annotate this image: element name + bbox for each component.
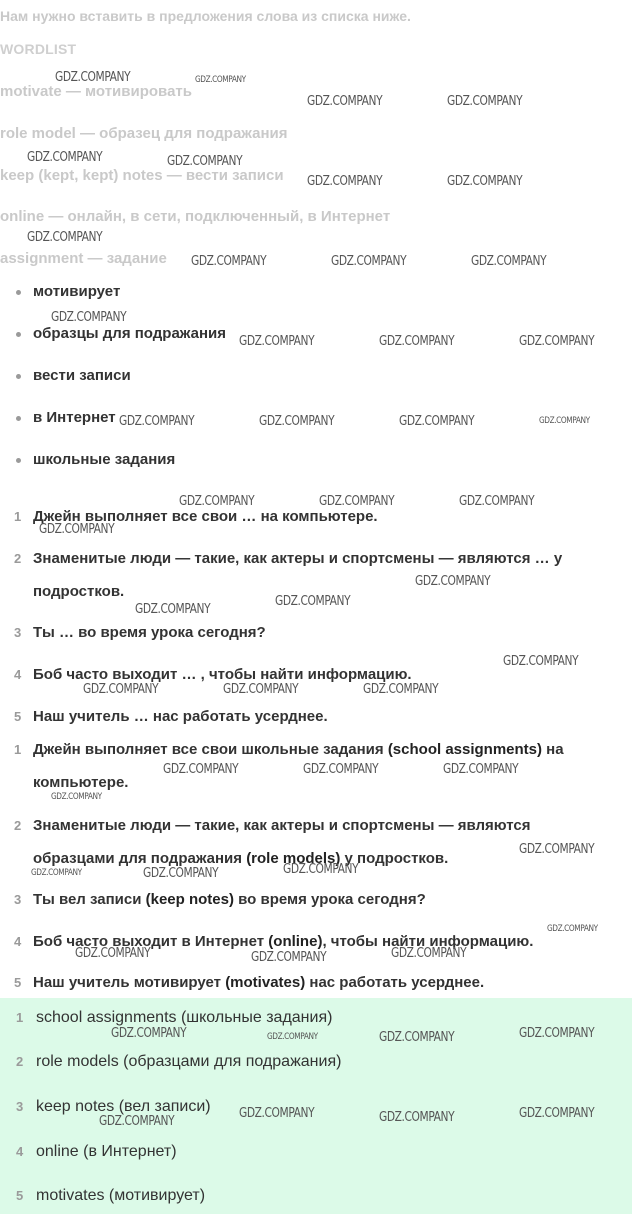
wordlist-entry: keep (kept, kept) notes — вести записи: [0, 167, 284, 184]
bullet-text: школьные задания: [33, 451, 176, 468]
bullet-text: мотивирует: [33, 283, 121, 300]
watermark: GDZ.COMPANY: [471, 254, 547, 269]
watermark: GDZ.COMPANY: [379, 334, 455, 349]
answer-number: 5: [16, 1188, 24, 1203]
bullet-dot: [16, 416, 21, 421]
filled-text: Джейн выполняет все свои школьные задания (school assignments) на компьютере.: [33, 741, 564, 791]
filled-text: Ты вел записи (keep notes) во время урока сегодня?: [33, 891, 426, 908]
filled-text: Знаменитые люди — такие, как актеры и спортсмены — являются образцами для подражания (role models) у подростков.: [33, 817, 531, 867]
watermark: GDZ.COMPANY: [111, 1026, 187, 1041]
watermark: GDZ.COMPANY: [547, 924, 598, 934]
bullet-dot: [16, 374, 21, 379]
watermark: GDZ.COMPANY: [143, 866, 219, 881]
bullet-text: вести записи: [33, 367, 131, 384]
question-number: 1: [14, 509, 22, 524]
watermark: GDZ.COMPANY: [223, 682, 299, 697]
bullet-item: [16, 325, 226, 342]
answer-item: [0, 1042, 632, 1087]
wordlist-heading: WORDLIST: [0, 41, 77, 57]
filled-text: Наш учитель мотивирует (motivates) нас работать усерднее.: [33, 974, 485, 991]
watermark: GDZ.COMPANY: [319, 494, 395, 509]
keyword: (role models): [246, 850, 341, 867]
watermark: GDZ.COMPANY: [303, 762, 379, 777]
watermark: GDZ.COMPANY: [447, 94, 523, 109]
keyword: (keep notes): [145, 891, 234, 908]
answer-item: [0, 1132, 632, 1177]
watermark: GDZ.COMPANY: [51, 792, 102, 802]
watermark: GDZ.COMPANY: [379, 1030, 455, 1045]
answer-text: school assignments (школьные задания): [36, 1009, 333, 1026]
bullet-item: [16, 409, 116, 426]
bullet-item: [16, 367, 131, 384]
watermark: GDZ.COMPANY: [363, 682, 439, 697]
question-item: [0, 616, 610, 649]
answer-text: role models (образцами для подражания): [36, 1053, 342, 1070]
watermark: GDZ.COMPANY: [283, 862, 359, 877]
watermark: GDZ.COMPANY: [259, 414, 335, 429]
watermark: GDZ.COMPANY: [51, 310, 127, 325]
watermark: GDZ.COMPANY: [447, 174, 523, 189]
question-text: Джейн выполняет все свои … на компьютере.: [33, 508, 378, 525]
question-number: 4: [14, 667, 22, 682]
keyword: (motivates): [225, 974, 306, 991]
watermark: GDZ.COMPANY: [239, 1106, 315, 1121]
bullet-text: образцы для подражания: [33, 325, 226, 342]
filled-number: 4: [14, 934, 22, 949]
watermark: GDZ.COMPANY: [415, 574, 491, 589]
watermark: GDZ.COMPANY: [27, 230, 103, 245]
bullet-text: в Интернет: [33, 409, 116, 426]
watermark: GDZ.COMPANY: [519, 334, 595, 349]
watermark: GDZ.COMPANY: [135, 602, 211, 617]
question-text: Наш учитель … нас работать усерднее.: [33, 708, 328, 725]
watermark: GDZ.COMPANY: [31, 868, 82, 878]
watermark: GDZ.COMPANY: [539, 416, 590, 426]
watermark: GDZ.COMPANY: [239, 334, 315, 349]
watermark: GDZ.COMPANY: [307, 94, 383, 109]
watermark: GDZ.COMPANY: [459, 494, 535, 509]
bullet-dot: [16, 290, 21, 295]
watermark: GDZ.COMPANY: [75, 946, 151, 961]
watermark: GDZ.COMPANY: [119, 414, 195, 429]
watermark: GDZ.COMPANY: [503, 654, 579, 669]
keyword: (online): [268, 933, 323, 950]
answer-text: motivates (мотивирует): [36, 1187, 206, 1204]
watermark: GDZ.COMPANY: [331, 254, 407, 269]
watermark: GDZ.COMPANY: [99, 1114, 175, 1129]
filled-number: 5: [14, 975, 22, 990]
bullet-item: [16, 283, 120, 300]
answer-text: keep notes (вел записи): [36, 1098, 211, 1115]
watermark: GDZ.COMPANY: [39, 522, 115, 537]
wordlist-entry: role model — образец для подражания: [0, 125, 288, 142]
watermark: GDZ.COMPANY: [163, 762, 239, 777]
watermark: GDZ.COMPANY: [379, 1110, 455, 1125]
watermark: GDZ.COMPANY: [399, 414, 475, 429]
watermark: GDZ.COMPANY: [55, 70, 131, 85]
watermark: GDZ.COMPANY: [191, 254, 267, 269]
bullet-dot: [16, 458, 21, 463]
wordlist-entry: online — онлайн, в сети, подключенный, в Интернет: [0, 208, 391, 225]
watermark: GDZ.COMPANY: [443, 762, 519, 777]
question-item: [0, 700, 610, 733]
question-text: Боб часто выходит … , чтобы найти информацию.: [33, 666, 412, 683]
question-text: Ты … во время урока сегодня?: [33, 624, 266, 641]
watermark: GDZ.COMPANY: [83, 682, 159, 697]
bullet-dot: [16, 332, 21, 337]
bullet-item: [16, 451, 175, 468]
watermark: GDZ.COMPANY: [179, 494, 255, 509]
question-number: 2: [14, 551, 22, 566]
filled-text: Боб часто выходит в Интернет (online), чтобы найти информацию.: [33, 933, 534, 950]
answer-number: 2: [16, 1054, 24, 1069]
question-number: 5: [14, 709, 22, 724]
watermark: GDZ.COMPANY: [307, 174, 383, 189]
watermark: GDZ.COMPANY: [167, 154, 243, 169]
question-number: 3: [14, 625, 22, 640]
watermark: GDZ.COMPANY: [195, 75, 246, 85]
watermark: GDZ.COMPANY: [27, 150, 103, 165]
wordlist-entry: motivate — мотивировать: [0, 83, 192, 100]
answer-item: [0, 1176, 632, 1221]
watermark: GDZ.COMPANY: [267, 1032, 318, 1042]
answer-text: online (в Интернет): [36, 1143, 177, 1160]
question-text: Знаменитые люди — такие, как актеры и спортсмены — являются … у подростков.: [33, 550, 563, 600]
filled-number: 2: [14, 818, 22, 833]
filled-number: 1: [14, 742, 22, 757]
filled-sentence: [0, 883, 610, 916]
keyword: (school assignments): [387, 741, 543, 758]
answer-number: 3: [16, 1099, 24, 1114]
answer-number: 1: [16, 1010, 24, 1025]
watermark: GDZ.COMPANY: [519, 842, 595, 857]
filled-number: 3: [14, 892, 22, 907]
watermark: GDZ.COMPANY: [275, 594, 351, 609]
filled-sentence: [0, 966, 610, 999]
intro-text: Нам нужно вставить в предложения слова из списка ниже.: [0, 8, 411, 24]
watermark: GDZ.COMPANY: [519, 1026, 595, 1041]
answer-number: 4: [16, 1144, 24, 1159]
wordlist-entry: assignment — задание: [0, 250, 167, 267]
watermark: GDZ.COMPANY: [251, 950, 327, 965]
watermark: GDZ.COMPANY: [391, 946, 467, 961]
watermark: GDZ.COMPANY: [519, 1106, 595, 1121]
